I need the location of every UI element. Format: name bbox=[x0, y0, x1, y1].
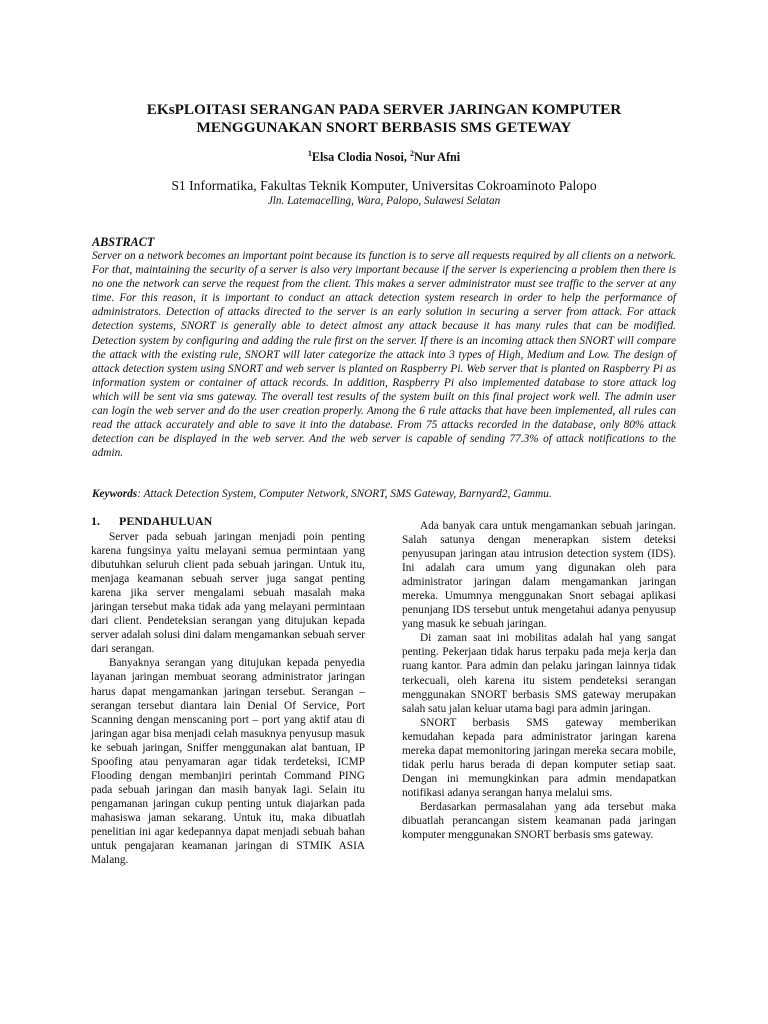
body-paragraph: Banyaknya serangan yang ditujukan kepada penyedia layanan jaringan membuat seorang administrator jaringan harus dapat mengamankan jaringan tersebut. Serangan – serangan tersebut diantara lain Denial Of Service, Port Scanning dengan menscaning port – port yang aktif atau di jaringan agar bisa menjadi celah masuknya penyusup masuk ke sebuah jaringan, Sniffer menggunakan alat bantuan, IP Spoofing atau penyamaran agar tidak terdeteksi, ICMP Flooding dengan membanjiri perintah Command PING pada sebuah jaringan dan masih banyak lagi. Selain itu pengamanan jaringan cukup penting untuk diajarkan pada mahasiswa jaman sekarang. Untuk itu, maka dibuatlah penelitian ini agar kedepannya dapat menjadi sebuah bahan untuk pengajaran keamanan jaringan di STMIK ASIA Malang. bbox=[91, 657, 365, 867]
abstract-text: Server on a network becomes an important point because its function is to serve all requests required by all clients on a network. For that, maintaining the security of a server is also very important because if the server is experiencing a problem then there is no one the network can serve the request from the client. This makes a server administrator must see traffic to the server at any time. For this reason, it is important to conduct an attack detection system research in order to help the performance of administrators. Detection of attacks directed to the server is an early solution in securing a server from attack. For attack detection systems, SNORT is generally able to detect almost any attack because it has many rules that can be modified. Detection system by configuring and adding the rule first on the server. If there is an incoming attack then SNORT will compare the attack with the existing rule, SNORT will later categorize the attack into 3 types of High, Medium and Low. The design of attack detection system using SNORT and web server is planted on Raspberry Pi. Web server that is planted on Raspberry Pi as information system or container of attack records. In addition, Raspberry Pi also implemented database to store attack log which will be sent via sms gateway. The overall test results of the system built on this final project work well. The admin user can login the web server and do the user creation properly. Among the 6 rule attacks that have been implemented, all rules can read the attack accurately and able to save it into the database. From 75 attacks recorded in the database, only 80% attack detection can be displayed in the web server. And the web server is capable of sending 77.3% of attack notifications to the admin. bbox=[92, 250, 676, 460]
paper-title bbox=[60, 101, 708, 137]
abstract-heading: ABSTRACT bbox=[92, 235, 155, 249]
keywords bbox=[92, 487, 676, 501]
body-paragraph: SNORT berbasis SMS gateway memberikan kemudahan kepada para administrator jaringan karena mereka dapat memonitoring jaringan mereka secara mobile, tidak perlu harus berada di depan komputer setiap saat. Dengan ini memungkinkan para admin mendapatkan notifikasi adanya serangan hanya melalui sms. bbox=[402, 716, 676, 799]
section-title: PENDAHULUAN bbox=[119, 514, 213, 528]
body-paragraph: Ada banyak cara untuk mengamankan sebuah jaringan. Salah satunya dengan menerapkan sistem deteksi penyusupan jaringan atau intrusion detection system (IDS). Ini adalah cara umum yang digunakan oleh para administrator jaringan dalam mengamankan jaringan mereka. Umumnya menggunakan Snort sebagai aplikasi penunjang IDS tersebut untuk mengetahui adanya penyusup yang masuk ke sebuah jaringan. bbox=[402, 520, 676, 631]
author-2: Nur Afni bbox=[414, 150, 461, 164]
body-paragraph: Di zaman saat ini mobilitas adalah hal yang sangat penting. Pekerjaan tidak harus terpaku pada meja kerja dan ruang kantor. Para admin dan pelaku jaringan lainnya tidak terkecuali, oleh karena itu sistem pendeteksi serangan menggunakan SNORT berbasis SMS gateway merupakan salah satu jalan keluar utama bagi para admin jaringan. bbox=[402, 632, 676, 715]
address: Jln. Latemacelling, Wara, Palopo, Sulawesi Selatan bbox=[267, 195, 501, 207]
section-heading bbox=[91, 514, 365, 530]
keywords-label: Keywords bbox=[92, 488, 138, 500]
author-line bbox=[60, 149, 708, 165]
author1-superscript: 1 bbox=[307, 148, 312, 158]
section-number: 1. bbox=[91, 514, 100, 528]
keywords-text: : Attack Detection System, Computer Network, SNORT, SMS Gateway, Barnyard2, Gammu. bbox=[137, 488, 552, 500]
author2-superscript: 2 bbox=[410, 148, 415, 158]
left-column bbox=[91, 514, 365, 867]
title-line-2: MENGGUNAKAN SNORT BERBASIS SMS GETEWAY bbox=[196, 119, 572, 136]
right-column bbox=[402, 519, 676, 842]
affiliation: S1 Informatika, Fakultas Teknik Komputer, Universitas Cokroaminoto Palopo bbox=[171, 178, 597, 193]
author-1: Elsa Clodia Nosoi, bbox=[311, 150, 411, 164]
body-paragraph: Berdasarkan permasalahan yang ada tersebut maka dibuatlah perancangan sistem keamanan pada jaringan komputer menggunakan SNORT berbasis sms gateway. bbox=[402, 800, 676, 842]
title-line-1: EKsPLOITASI SERANGAN PADA SERVER JARINGAN KOMPUTER bbox=[146, 101, 622, 118]
body-paragraph: Server pada sebuah jaringan menjadi poin penting karena fungsinya yaitu melayani semua permintaan yang dibutuhkan seluruh client pada sebuah jaringan. Untuk itu, menjaga keamanan sebuah server juga sangat penting karena jika server mengalami sebuah masalah maka jaringan tersebut maka tidak ada yang melayani permintaan dari client. Pendeteksian serangan yang ditujukan kepada server adalah solusi dini dalam mengamankan sebuah server dari serangan. bbox=[91, 531, 365, 656]
